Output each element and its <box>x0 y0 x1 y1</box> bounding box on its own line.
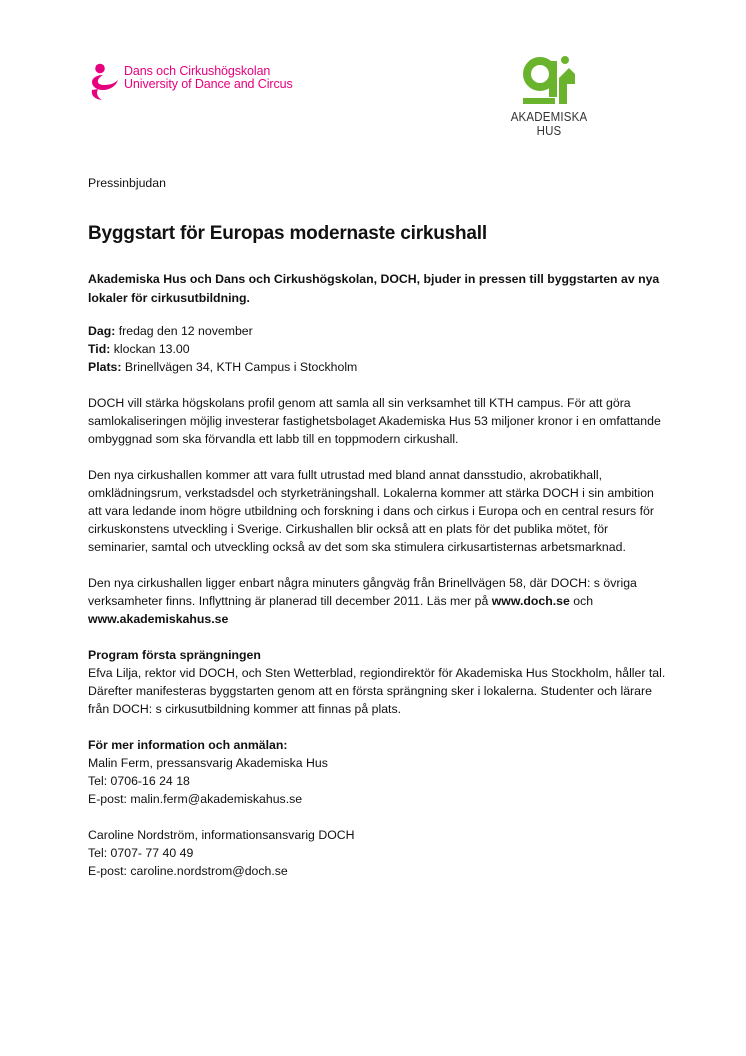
contact-2-phone: Tel: 0707- 77 40 49 <box>88 846 194 860</box>
doch-logo-icon <box>88 63 120 101</box>
time-label: Tid: <box>88 342 111 356</box>
lead-paragraph: Akademiska Hus och Dans och Cirkushögskolan, DOCH, bjuder in pressen till byggstarten av nya lokaler för cirkusutbildning. <box>88 272 660 305</box>
contact-heading: För mer information och anmälan: <box>88 738 288 752</box>
akademiska-hus-name: AKADEMISKA HUS <box>510 110 588 138</box>
contact-2-name: Caroline Nordström, informationsansvarig DOCH <box>88 828 355 842</box>
event-details <box>88 322 668 376</box>
akademiska-hus-logo <box>494 54 604 138</box>
program-heading: Program första sprängningen <box>88 648 261 662</box>
doch-name-sv: Dans och Cirkushögskolan <box>124 64 271 78</box>
program-text: Efva Lilja, rektor vid DOCH, och Sten Wetterblad, regiondirektör för Akademiska Hus Stockholm, håller tal. Därefter manifesteras byggstarten genom att en första sprängning sker i lokalerna. Studenter och lärare från DOCH: s cirkusutbildning kommer att finnas på plats. <box>88 666 666 716</box>
contact-1-phone: Tel: 0706-16 24 18 <box>88 774 190 788</box>
date-value: fredag den 12 november <box>115 324 253 338</box>
body-paragraph-1: DOCH vill stärka högskolans profil genom att samla all sin verksamhet till KTH campus. För att göra samlokaliseringen möjlig investerar fastighetsbolaget Akademiska Hus 53 miljoner kronor i en omfattande ombyggnad som ska förvandla ett labb till en toppmodern cirkushall. <box>88 396 661 446</box>
contact-1 <box>88 754 668 808</box>
page-title: Byggstart för Europas modernaste cirkushall <box>88 223 487 244</box>
body-paragraph-2: Den nya cirkushallen kommer att vara fullt utrustad med bland annat dansstudio, akrobatikhall, omklädningsrum, verkstadsdel och styrketräningshall. Lokalerna kommer att stärka DOCH i sin ambition att vara ledande inom högre utbildning och forskning i dans och cirkus i Europa och en central resurs för cirkuskonstens utveckling i Sverige. Cirkushallen blir också att en plats för det publika mötet, för seminarier, samtal och utveckling också av det som ska stimulera cirkusartisternas arbetsmarknad. <box>88 468 654 554</box>
paragraph-3-and: och <box>569 594 594 608</box>
press-release-body <box>88 174 668 880</box>
paragraph-3-text: Den nya cirkushallen ligger enbart några minuters gångväg från Brinellvägen 58, där DOCH: s övriga verksamheter finns. Inflyttning är planerad till december 2011. Läs mer på <box>88 576 637 608</box>
contact-1-email: E-post: malin.ferm@akademiskahus.se <box>88 792 303 806</box>
event-date <box>88 322 668 340</box>
contact-1-name: Malin Ferm, pressansvarig Akademiska Hus <box>88 756 328 770</box>
akademiska-hus-link[interactable]: www.akademiskahus.se <box>88 612 229 626</box>
doch-link[interactable]: www.doch.se <box>491 594 570 608</box>
event-time <box>88 340 668 358</box>
place-value: Brinellvägen 34, KTH Campus i Stockholm <box>121 360 358 374</box>
document-type: Pressinbjudan <box>88 176 166 190</box>
contact-2-email: E-post: caroline.nordstrom@doch.se <box>88 864 288 878</box>
doch-name-en: University of Dance and Circus <box>124 77 293 91</box>
akademiska-hus-logo-icon <box>521 54 577 106</box>
date-label: Dag: <box>88 324 116 338</box>
place-label: Plats: <box>88 360 122 374</box>
event-place <box>88 358 668 376</box>
contact-2 <box>88 826 668 880</box>
time-value: klockan 13.00 <box>110 342 190 356</box>
doch-logo <box>88 63 293 101</box>
body-paragraph-3 <box>88 574 668 628</box>
